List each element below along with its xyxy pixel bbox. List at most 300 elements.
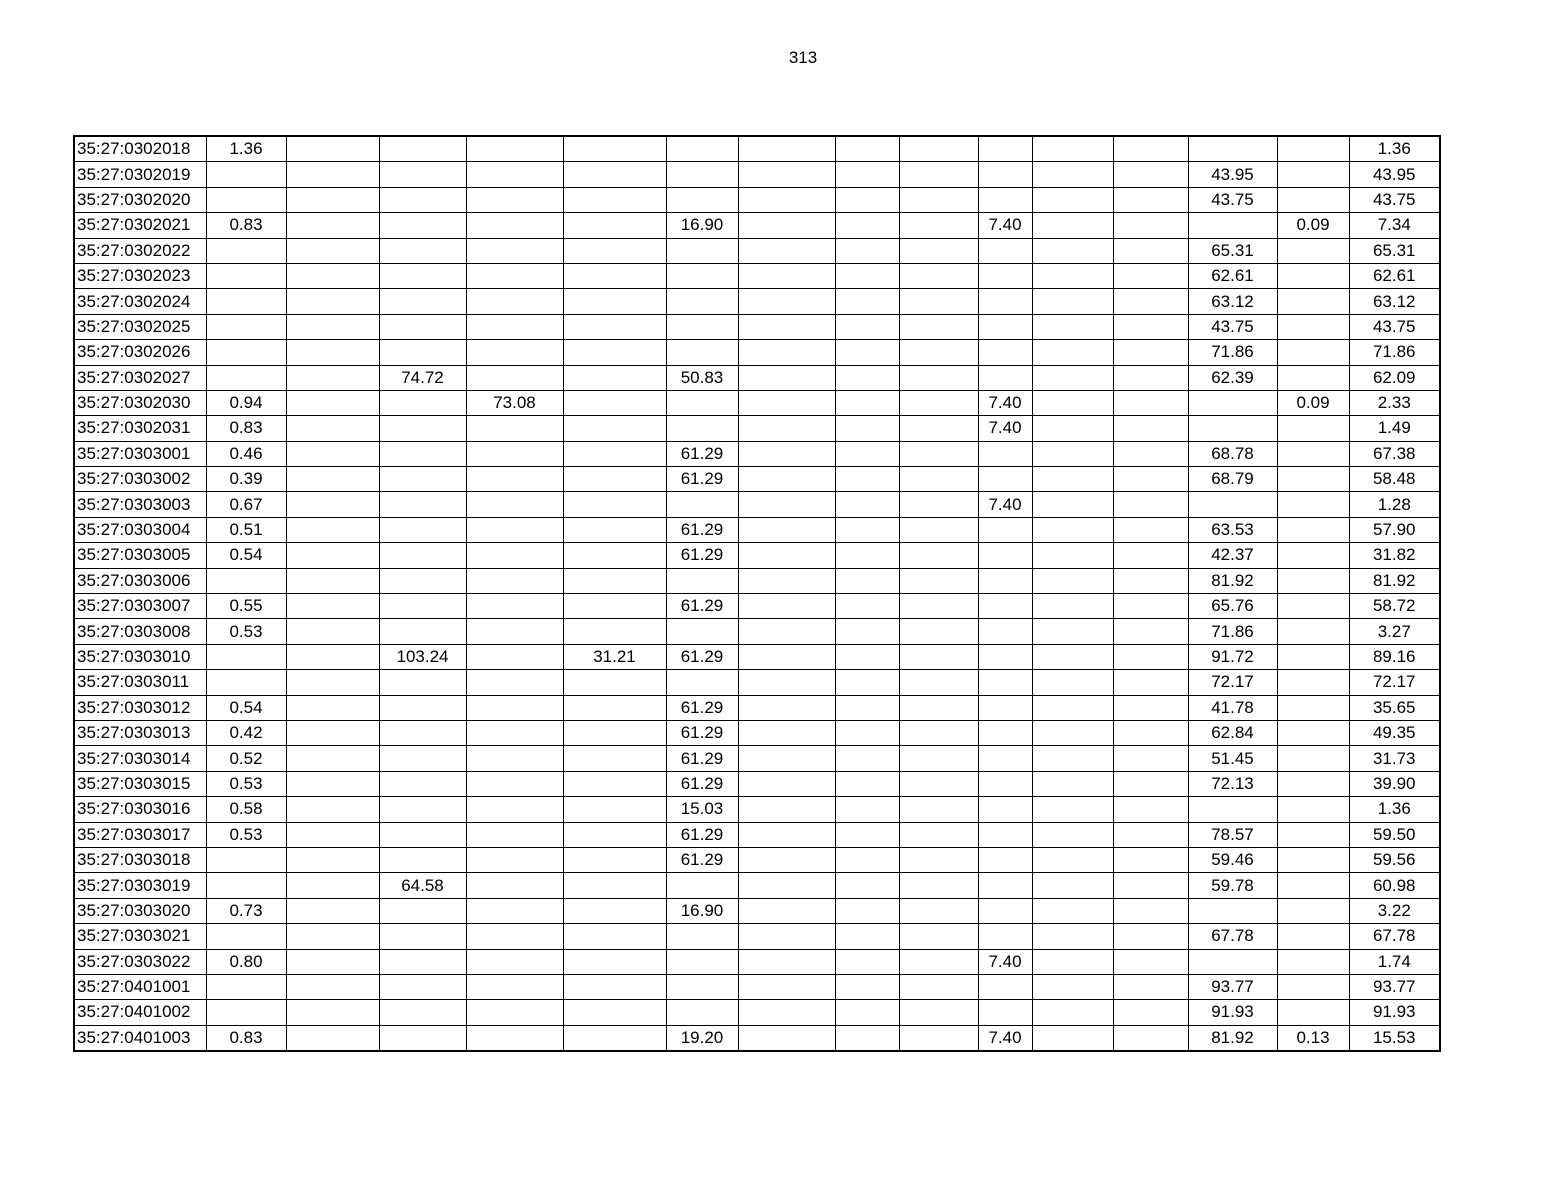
value-cell: 81.92 xyxy=(1188,1025,1277,1051)
table-row xyxy=(74,898,1440,923)
value-cell xyxy=(1032,162,1113,187)
value-cell: 43.95 xyxy=(1188,162,1277,187)
value-cell xyxy=(978,873,1032,898)
value-cell xyxy=(379,898,466,923)
table-row xyxy=(74,162,1440,187)
value-cell xyxy=(563,720,666,745)
value-cell: 59.56 xyxy=(1349,847,1440,872)
value-cell xyxy=(666,670,738,695)
value-cell xyxy=(666,619,738,644)
value-cell xyxy=(379,594,466,619)
value-cell xyxy=(1277,543,1349,568)
value-cell xyxy=(1113,670,1188,695)
value-cell xyxy=(206,644,286,669)
value-cell: 91.93 xyxy=(1188,1000,1277,1025)
parcel-id-cell: 35:27:0302026 xyxy=(74,340,206,365)
parcel-id-cell: 35:27:0303004 xyxy=(74,517,206,542)
value-cell xyxy=(835,720,899,745)
value-cell: 0.13 xyxy=(1277,1025,1349,1051)
value-cell xyxy=(379,746,466,771)
value-cell xyxy=(563,390,666,415)
value-cell xyxy=(738,873,835,898)
value-cell xyxy=(286,822,379,847)
value-cell xyxy=(379,340,466,365)
value-cell xyxy=(466,797,563,822)
value-cell xyxy=(835,365,899,390)
value-cell xyxy=(1277,949,1349,974)
value-cell xyxy=(466,136,563,162)
value-cell xyxy=(1277,644,1349,669)
value-cell xyxy=(978,797,1032,822)
parcel-id-cell: 35:27:0302023 xyxy=(74,263,206,288)
value-cell xyxy=(1032,390,1113,415)
value-cell xyxy=(466,720,563,745)
value-cell xyxy=(286,187,379,212)
value-cell: 0.53 xyxy=(206,771,286,796)
value-cell xyxy=(286,873,379,898)
value-cell xyxy=(835,517,899,542)
value-cell xyxy=(379,238,466,263)
value-cell xyxy=(899,822,978,847)
value-cell xyxy=(206,263,286,288)
value-cell xyxy=(466,492,563,517)
value-cell xyxy=(738,390,835,415)
table-row xyxy=(74,136,1440,162)
value-cell xyxy=(835,898,899,923)
value-cell xyxy=(563,695,666,720)
value-cell xyxy=(1277,670,1349,695)
value-cell xyxy=(379,695,466,720)
table-row xyxy=(74,517,1440,542)
value-cell xyxy=(1113,213,1188,238)
value-cell: 71.86 xyxy=(1349,340,1440,365)
value-cell xyxy=(835,213,899,238)
value-cell xyxy=(1113,873,1188,898)
value-cell xyxy=(978,543,1032,568)
value-cell xyxy=(286,797,379,822)
value-cell: 0.54 xyxy=(206,695,286,720)
value-cell xyxy=(1113,441,1188,466)
value-cell: 63.12 xyxy=(1188,289,1277,314)
value-cell xyxy=(563,416,666,441)
value-cell xyxy=(563,974,666,999)
value-cell xyxy=(835,594,899,619)
value-cell xyxy=(1277,365,1349,390)
value-cell xyxy=(666,568,738,593)
value-cell xyxy=(899,847,978,872)
value-cell xyxy=(1113,162,1188,187)
value-cell xyxy=(738,695,835,720)
value-cell: 65.31 xyxy=(1188,238,1277,263)
value-cell xyxy=(978,568,1032,593)
value-cell xyxy=(563,1025,666,1051)
table-row xyxy=(74,263,1440,288)
value-cell xyxy=(1113,847,1188,872)
value-cell xyxy=(1113,695,1188,720)
value-cell xyxy=(738,594,835,619)
value-cell xyxy=(899,695,978,720)
value-cell xyxy=(978,644,1032,669)
value-cell xyxy=(286,619,379,644)
value-cell xyxy=(563,289,666,314)
value-cell xyxy=(738,822,835,847)
table-row xyxy=(74,1025,1440,1051)
value-cell xyxy=(978,289,1032,314)
value-cell xyxy=(899,213,978,238)
value-cell xyxy=(379,949,466,974)
value-cell xyxy=(1032,543,1113,568)
value-cell: 89.16 xyxy=(1349,644,1440,669)
value-cell xyxy=(1277,238,1349,263)
parcel-id-cell: 35:27:0303016 xyxy=(74,797,206,822)
value-cell xyxy=(1113,898,1188,923)
value-cell xyxy=(379,797,466,822)
value-cell xyxy=(1032,873,1113,898)
value-cell xyxy=(978,619,1032,644)
value-cell xyxy=(978,467,1032,492)
table-row xyxy=(74,670,1440,695)
value-cell xyxy=(738,289,835,314)
value-cell: 68.79 xyxy=(1188,467,1277,492)
value-cell xyxy=(978,974,1032,999)
parcel-id-cell: 35:27:0303021 xyxy=(74,924,206,949)
table-row xyxy=(74,441,1440,466)
value-cell: 0.09 xyxy=(1277,213,1349,238)
value-cell xyxy=(1277,187,1349,212)
value-cell xyxy=(1277,289,1349,314)
value-cell xyxy=(978,238,1032,263)
value-cell xyxy=(1032,441,1113,466)
table-row xyxy=(74,340,1440,365)
value-cell: 0.51 xyxy=(206,517,286,542)
value-cell: 63.12 xyxy=(1349,289,1440,314)
value-cell xyxy=(286,949,379,974)
parcel-id-cell: 35:27:0302027 xyxy=(74,365,206,390)
value-cell: 60.98 xyxy=(1349,873,1440,898)
value-cell xyxy=(206,187,286,212)
value-cell: 41.78 xyxy=(1188,695,1277,720)
value-cell xyxy=(835,263,899,288)
value-cell xyxy=(835,492,899,517)
value-cell xyxy=(379,136,466,162)
value-cell: 1.36 xyxy=(206,136,286,162)
value-cell xyxy=(286,365,379,390)
value-cell xyxy=(899,746,978,771)
value-cell: 43.75 xyxy=(1188,187,1277,212)
parcel-id-cell: 35:27:0401002 xyxy=(74,1000,206,1025)
value-cell xyxy=(1277,619,1349,644)
parcel-id-cell: 35:27:0303015 xyxy=(74,771,206,796)
value-cell xyxy=(286,1025,379,1051)
value-cell xyxy=(1188,390,1277,415)
table-row xyxy=(74,390,1440,415)
value-cell xyxy=(1113,644,1188,669)
value-cell xyxy=(899,365,978,390)
parcel-id-cell: 35:27:0302019 xyxy=(74,162,206,187)
value-cell xyxy=(379,543,466,568)
value-cell xyxy=(899,467,978,492)
value-cell xyxy=(978,314,1032,339)
value-cell xyxy=(1113,289,1188,314)
table-row xyxy=(74,847,1440,872)
value-cell xyxy=(835,1000,899,1025)
value-cell xyxy=(1277,695,1349,720)
value-cell: 7.40 xyxy=(978,213,1032,238)
value-cell xyxy=(1032,1025,1113,1051)
value-cell xyxy=(1113,263,1188,288)
value-cell xyxy=(206,873,286,898)
value-cell xyxy=(466,746,563,771)
value-cell xyxy=(1032,365,1113,390)
value-cell xyxy=(738,517,835,542)
table-row xyxy=(74,594,1440,619)
value-cell xyxy=(1277,898,1349,923)
value-cell xyxy=(466,1000,563,1025)
value-cell xyxy=(738,670,835,695)
parcel-id-cell: 35:27:0401001 xyxy=(74,974,206,999)
value-cell: 31.21 xyxy=(563,644,666,669)
value-cell xyxy=(835,619,899,644)
value-cell xyxy=(738,847,835,872)
value-cell xyxy=(286,771,379,796)
value-cell xyxy=(899,187,978,212)
value-cell xyxy=(899,492,978,517)
value-cell: 61.29 xyxy=(666,720,738,745)
value-cell xyxy=(1277,467,1349,492)
value-cell: 73.08 xyxy=(466,390,563,415)
parcel-id-cell: 35:27:0302025 xyxy=(74,314,206,339)
value-cell xyxy=(286,974,379,999)
value-cell xyxy=(1277,416,1349,441)
table-row xyxy=(74,695,1440,720)
value-cell xyxy=(978,771,1032,796)
value-cell xyxy=(286,314,379,339)
value-cell xyxy=(835,416,899,441)
value-cell xyxy=(899,263,978,288)
value-cell xyxy=(286,670,379,695)
value-cell xyxy=(1188,492,1277,517)
table-row xyxy=(74,213,1440,238)
table-row xyxy=(74,492,1440,517)
value-cell: 0.39 xyxy=(206,467,286,492)
value-cell xyxy=(1113,746,1188,771)
value-cell: 0.42 xyxy=(206,720,286,745)
value-cell: 0.83 xyxy=(206,213,286,238)
value-cell xyxy=(563,340,666,365)
value-cell xyxy=(1277,1000,1349,1025)
value-cell: 59.50 xyxy=(1349,822,1440,847)
value-cell xyxy=(1277,797,1349,822)
value-cell xyxy=(899,619,978,644)
value-cell: 2.33 xyxy=(1349,390,1440,415)
value-cell xyxy=(835,695,899,720)
value-cell xyxy=(379,517,466,542)
value-cell xyxy=(466,162,563,187)
value-cell xyxy=(1277,746,1349,771)
value-cell xyxy=(666,187,738,212)
value-cell: 1.36 xyxy=(1349,136,1440,162)
value-cell xyxy=(1277,340,1349,365)
value-cell xyxy=(666,416,738,441)
parcel-id-cell: 35:27:0302030 xyxy=(74,390,206,415)
value-cell xyxy=(466,670,563,695)
value-cell: 15.53 xyxy=(1349,1025,1440,1051)
value-cell xyxy=(1032,314,1113,339)
parcel-id-cell: 35:27:0303019 xyxy=(74,873,206,898)
value-cell xyxy=(286,594,379,619)
value-cell xyxy=(466,416,563,441)
value-cell: 72.17 xyxy=(1349,670,1440,695)
value-cell xyxy=(899,720,978,745)
value-cell: 72.17 xyxy=(1188,670,1277,695)
value-cell xyxy=(978,898,1032,923)
value-cell: 61.29 xyxy=(666,441,738,466)
value-cell xyxy=(286,492,379,517)
value-cell xyxy=(466,619,563,644)
value-cell xyxy=(835,644,899,669)
value-cell xyxy=(738,720,835,745)
value-cell xyxy=(1277,314,1349,339)
parcel-id-cell: 35:27:0303002 xyxy=(74,467,206,492)
parcel-id-cell: 35:27:0302020 xyxy=(74,187,206,212)
value-cell: 62.39 xyxy=(1188,365,1277,390)
value-cell xyxy=(738,898,835,923)
value-cell xyxy=(1188,949,1277,974)
value-cell xyxy=(286,289,379,314)
table-row xyxy=(74,467,1440,492)
value-cell xyxy=(835,974,899,999)
table-row xyxy=(74,771,1440,796)
value-cell xyxy=(978,340,1032,365)
value-cell: 72.13 xyxy=(1188,771,1277,796)
value-cell: 62.61 xyxy=(1349,263,1440,288)
value-cell xyxy=(206,365,286,390)
value-cell xyxy=(563,314,666,339)
table-row xyxy=(74,289,1440,314)
value-cell xyxy=(286,898,379,923)
value-cell xyxy=(835,467,899,492)
value-cell xyxy=(563,467,666,492)
value-cell: 3.22 xyxy=(1349,898,1440,923)
value-cell xyxy=(1277,720,1349,745)
value-cell: 31.82 xyxy=(1349,543,1440,568)
parcel-id-cell: 35:27:0303001 xyxy=(74,441,206,466)
value-cell xyxy=(1032,340,1113,365)
value-cell xyxy=(738,238,835,263)
value-cell xyxy=(738,187,835,212)
value-cell xyxy=(563,136,666,162)
value-cell xyxy=(379,314,466,339)
value-cell: 63.53 xyxy=(1188,517,1277,542)
value-cell: 65.76 xyxy=(1188,594,1277,619)
value-cell: 61.29 xyxy=(666,543,738,568)
value-cell xyxy=(738,924,835,949)
data-table xyxy=(73,135,1441,1052)
parcel-id-cell: 35:27:0303003 xyxy=(74,492,206,517)
value-cell xyxy=(1188,797,1277,822)
table-row xyxy=(74,1000,1440,1025)
value-cell xyxy=(835,340,899,365)
value-cell xyxy=(286,644,379,669)
parcel-id-cell: 35:27:0303008 xyxy=(74,619,206,644)
value-cell xyxy=(563,594,666,619)
value-cell xyxy=(563,492,666,517)
value-cell xyxy=(466,467,563,492)
value-cell xyxy=(466,314,563,339)
value-cell xyxy=(835,924,899,949)
value-cell: 0.94 xyxy=(206,390,286,415)
value-cell: 1.36 xyxy=(1349,797,1440,822)
value-cell xyxy=(1188,898,1277,923)
value-cell xyxy=(666,949,738,974)
value-cell xyxy=(286,1000,379,1025)
value-cell xyxy=(738,797,835,822)
value-cell xyxy=(899,543,978,568)
value-cell xyxy=(1032,213,1113,238)
value-cell xyxy=(978,695,1032,720)
value-cell xyxy=(466,695,563,720)
value-cell xyxy=(286,441,379,466)
parcel-id-cell: 35:27:0302022 xyxy=(74,238,206,263)
value-cell xyxy=(738,644,835,669)
value-cell xyxy=(286,263,379,288)
value-cell xyxy=(1032,924,1113,949)
value-cell xyxy=(835,136,899,162)
value-cell xyxy=(379,213,466,238)
value-cell: 1.74 xyxy=(1349,949,1440,974)
value-cell xyxy=(379,492,466,517)
value-cell xyxy=(738,365,835,390)
value-cell xyxy=(899,390,978,415)
value-cell xyxy=(899,289,978,314)
value-cell xyxy=(738,314,835,339)
value-cell xyxy=(1113,974,1188,999)
value-cell xyxy=(466,644,563,669)
value-cell xyxy=(1277,441,1349,466)
parcel-id-cell: 35:27:0303007 xyxy=(74,594,206,619)
value-cell xyxy=(835,771,899,796)
value-cell xyxy=(899,1000,978,1025)
value-cell: 59.46 xyxy=(1188,847,1277,872)
value-cell xyxy=(899,1025,978,1051)
value-cell xyxy=(835,873,899,898)
value-cell xyxy=(1277,594,1349,619)
value-cell xyxy=(899,340,978,365)
value-cell: 0.53 xyxy=(206,822,286,847)
value-cell: 67.38 xyxy=(1349,441,1440,466)
value-cell xyxy=(466,340,563,365)
value-cell xyxy=(466,974,563,999)
value-cell xyxy=(738,416,835,441)
value-cell xyxy=(899,238,978,263)
value-cell xyxy=(1113,1025,1188,1051)
value-cell: 1.28 xyxy=(1349,492,1440,517)
value-cell xyxy=(835,314,899,339)
value-cell xyxy=(738,543,835,568)
value-cell xyxy=(899,594,978,619)
value-cell xyxy=(1113,340,1188,365)
value-cell xyxy=(466,441,563,466)
parcel-id-cell: 35:27:0303013 xyxy=(74,720,206,745)
value-cell xyxy=(379,467,466,492)
value-cell xyxy=(978,594,1032,619)
value-cell xyxy=(466,594,563,619)
value-cell xyxy=(206,340,286,365)
table-row xyxy=(74,644,1440,669)
value-cell xyxy=(286,467,379,492)
value-cell: 0.46 xyxy=(206,441,286,466)
value-cell xyxy=(1113,924,1188,949)
